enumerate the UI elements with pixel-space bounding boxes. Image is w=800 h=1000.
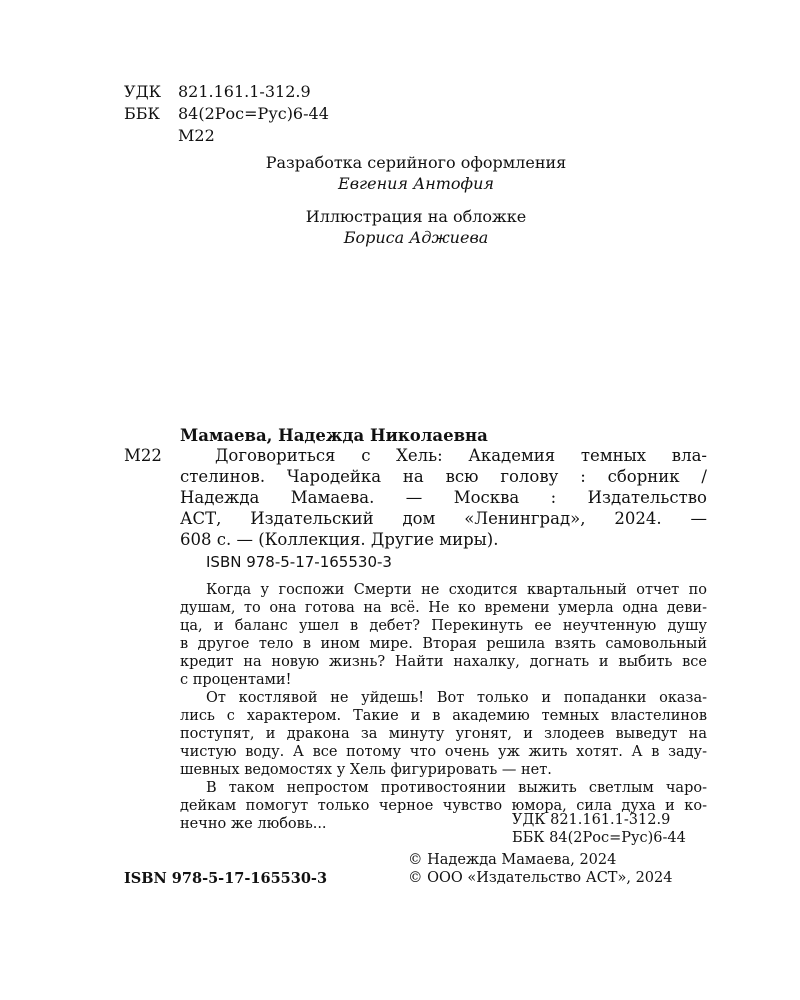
annotation-line: ца, и баланс ушел в дебет? Перекинуть ее неучтенную душу bbox=[180, 618, 707, 634]
copyright-author: © Надежда Мамаева, 2024 bbox=[408, 852, 617, 868]
annotation-line: лись с характером. Такие и в академию темных властелинов bbox=[180, 708, 707, 724]
annotation-line: чистую воду. А все потому что очень уж жить хотят. А в заду- bbox=[180, 744, 707, 760]
annotation-line: шевных ведомостях у Хель фигурировать — нет. bbox=[180, 762, 552, 778]
record-author: Мамаева, Надежда Николаевна bbox=[180, 426, 488, 445]
record-line: стелинов. Чародейка на всю голову : сборник / bbox=[180, 467, 707, 486]
bottom-isbn: ISBN 978-5-17-165530-3 bbox=[124, 870, 328, 887]
illustration-credit-title: Иллюстрация на обложке bbox=[305, 207, 527, 226]
annotation-line: душам, то она готова на всё. Не ко времени умерла одна деви- bbox=[180, 600, 707, 616]
record-cutter: М22 bbox=[124, 446, 162, 465]
bottom-bbk: ББК 84(2Рос=Рус)6-44 bbox=[512, 830, 686, 846]
record-line: Договориться с Хель: Академия темных вла- bbox=[215, 446, 707, 465]
bbk-value: 84(2Рос=Рус)6-44 bbox=[178, 104, 329, 123]
design-credit-author: Евгения Антофия bbox=[338, 174, 494, 193]
illustration-credit-author: Бориса Аджиева bbox=[343, 228, 489, 247]
annotation-line: поступят, и дракона за минуту угонят, и злодеев выведут на bbox=[180, 726, 707, 742]
udk-value: 821.161.1-312.9 bbox=[178, 82, 311, 101]
bottom-udk: УДК 821.161.1-312.9 bbox=[512, 812, 671, 828]
annotation-line: кредит на новую жизнь? Найти нахалку, догнать и выбить все bbox=[180, 654, 707, 670]
annotation-line: с процентами! bbox=[180, 672, 292, 688]
annotation-line: От костлявой не уйдешь! Вот только и попаданки оказа- bbox=[206, 690, 707, 706]
record-isbn: ISBN 978-5-17-165530-3 bbox=[206, 553, 392, 571]
bbk-label: ББК bbox=[124, 104, 160, 123]
annotation-line: дейкам помогут только черное чувство юмора, сила духа и ко- bbox=[180, 798, 707, 814]
annotation-line: нечно же любовь... bbox=[180, 816, 327, 832]
copyright-publisher: © ООО «Издательство АСТ», 2024 bbox=[408, 870, 673, 886]
cutter-code-top: М22 bbox=[178, 126, 215, 145]
annotation-line: в другое тело в ином мире. Вторая решила взять самовольный bbox=[180, 636, 707, 652]
annotation-line: В таком непростом противостоянии выжить светлым чаро- bbox=[206, 780, 707, 796]
udk-label: УДК bbox=[124, 82, 161, 101]
record-line: 608 с. — (Коллекция. Другие миры). bbox=[180, 530, 499, 549]
design-credit-title: Разработка серийного оформления bbox=[265, 153, 567, 172]
annotation-line: Когда у госпожи Смерти не сходится квартальный отчет по bbox=[206, 582, 707, 598]
record-line: АСТ, Издательский дом «Ленинград», 2024. — bbox=[180, 509, 707, 528]
record-line: Надежда Мамаева. — Москва : Издательство bbox=[180, 488, 707, 507]
